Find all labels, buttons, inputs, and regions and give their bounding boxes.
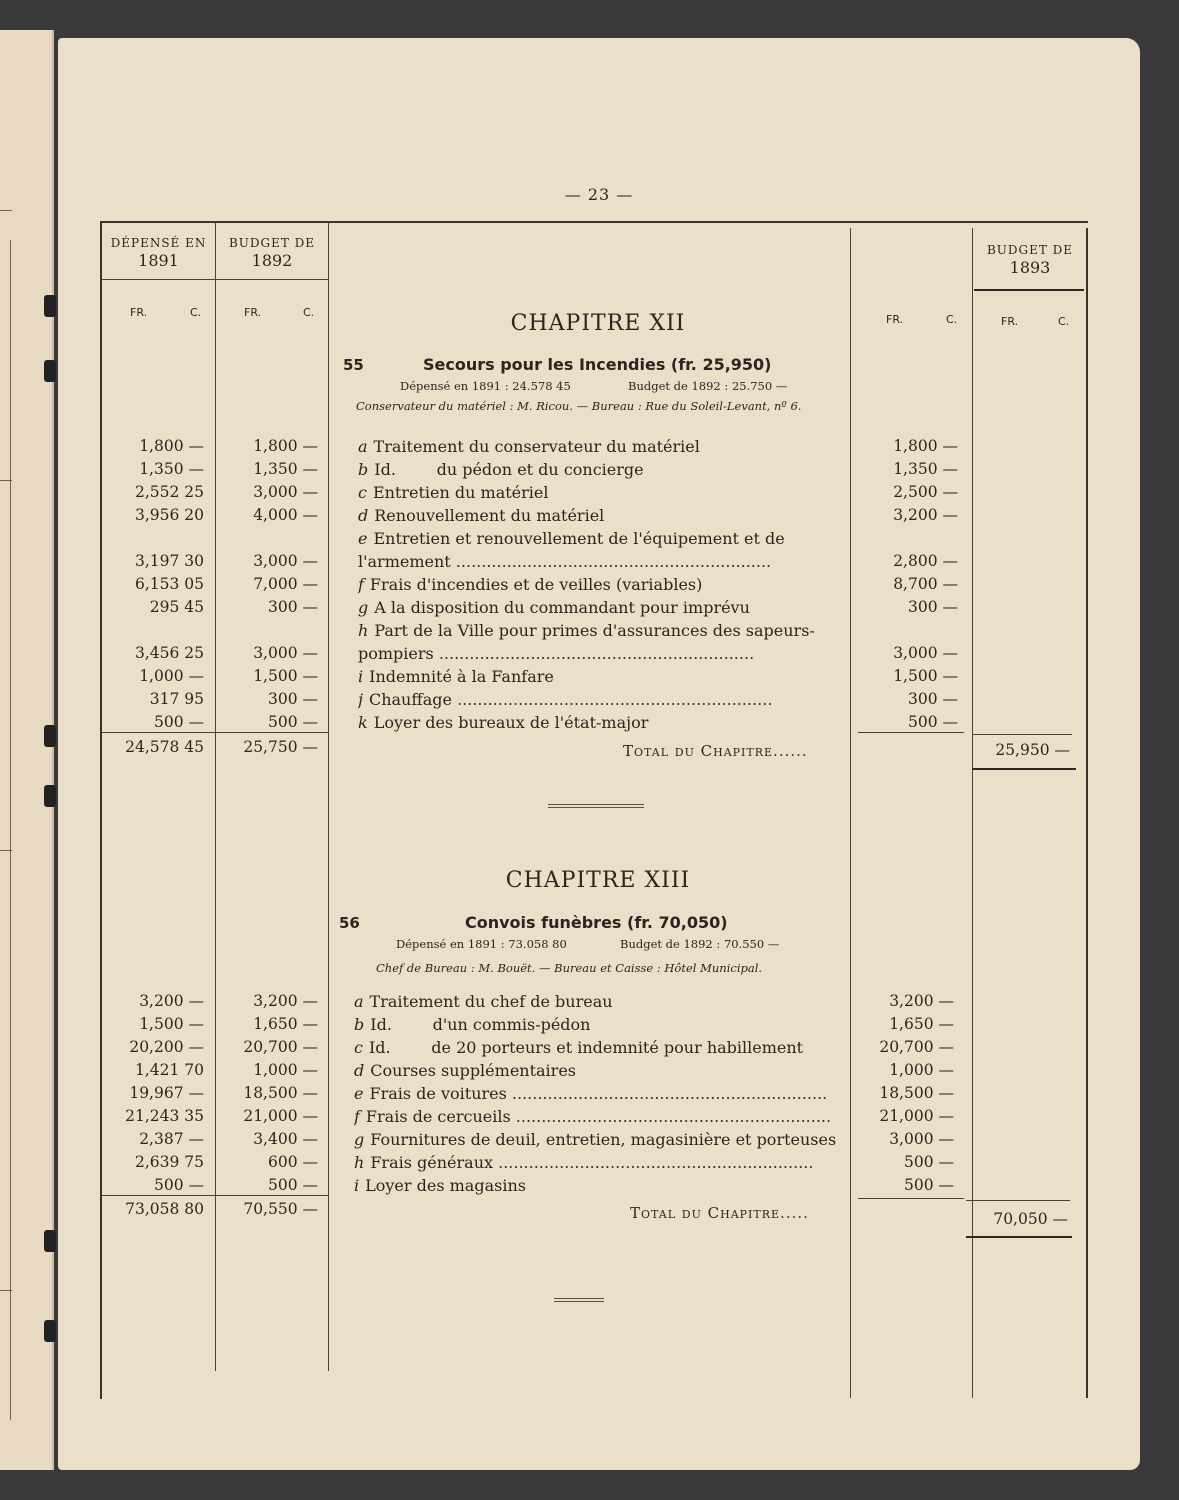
amount-spent-1891: 20,200 — [129,1038,204,1056]
leader-dots: .............................................................. [451,690,773,709]
line-item-letter: b [354,1015,365,1034]
amount-spent-1891: 3,456 25 [134,644,204,662]
amount-spent-1891: 2,639 75 [134,1153,204,1171]
header-year: 1893 [1009,258,1051,277]
ledger-page [58,38,1140,1470]
line-item-letter: d [358,506,369,525]
line-item-letter: e [354,1084,364,1103]
line-item-letter: h [358,621,369,640]
currency-fr: FR. [130,306,148,319]
amount-spent-1891: 1,500 — [139,1015,204,1033]
total-label-text: Total du Chapitre [623,742,774,760]
line-item-letter: j [358,690,363,709]
line-item-description [354,1082,840,1105]
amount-budget-1893: 1,800 — [893,437,958,455]
line-item-text: Loyer des magasins [365,1176,526,1195]
line-item-text: Frais de voitures [369,1084,507,1103]
leader-dots: .............................................................. [510,1107,832,1126]
amount-budget-1893: 2,800 — [893,552,958,570]
article-title: Convois funèbres (fr. 70,050) [465,913,728,932]
line-item-letter: a [354,992,364,1011]
line-item-letter: i [354,1176,360,1195]
amount-budget-1893: 8,700 — [893,575,958,593]
line-item-letter: a [358,437,368,456]
total-1891: 73,058 80 [125,1200,204,1218]
header-budget-1893 [974,241,1086,277]
total-label-text: Total du Chapitre [630,1204,781,1222]
amount-budget-1892: 7,000 — [253,575,318,593]
line-item-text: Traitement du conservateur du matériel [373,437,700,456]
leader-dots: .............................................................. [450,552,772,571]
amount-budget-1893: 500 — [903,1153,954,1171]
line-item-description [358,573,846,596]
line-item-text: Chauffage [368,690,452,709]
line-item-text: Traitement du chef de bureau [369,992,613,1011]
line-item-description [358,435,846,458]
amount-budget-1892: 1,800 — [253,437,318,455]
line-item-text: Id. d'un commis-pédon [370,1015,591,1034]
line-item-description [358,481,846,504]
amount-budget-1893: 21,000 — [879,1107,954,1125]
amount-budget-1893: 300 — [907,598,958,616]
amount-spent-1891: 1,421 70 [134,1061,204,1079]
leader-dots: .............................................................. [506,1084,828,1103]
amount-budget-1892: 1,500 — [253,667,318,685]
amount-budget-1893: 1,650 — [889,1015,954,1033]
amount-budget-1892: 300 — [267,690,318,708]
staff-line: Chef de Bureau : M. Bouët. — Bureau et Caisse : Hôtel Municipal. [376,961,763,975]
amount-budget-1892: 20,700 — [243,1038,318,1056]
line-item-letter: g [354,1130,365,1149]
leader-dots: .............................................................. [433,644,755,663]
amount-spent-1891: 1,000 — [139,667,204,685]
amount-spent-1891: 6,153 05 [134,575,204,593]
amount-budget-1893: 3,200 — [889,992,954,1010]
line-item-text: Frais d'incendies et de veilles (variables) [369,575,703,594]
line-item-description [358,665,846,688]
amount-spent-1891: 317 95 [149,690,204,708]
amount-spent-1891: 1,800 — [139,437,204,455]
header-year: 1892 [251,251,293,270]
line-item-letter: i [358,667,364,686]
line-item-text: Indemnité à la Fanfare [369,667,554,686]
line-item-letter: g [358,598,369,617]
amount-budget-1893: 300 — [907,690,958,708]
currency-fr: FR. [244,306,262,319]
amount-budget-1892: 18,500 — [243,1084,318,1102]
amount-budget-1892: 3,200 — [253,992,318,1010]
amount-budget-1892: 3,400 — [253,1130,318,1148]
amount-budget-1892: 500 — [267,1176,318,1194]
line-item-letter: c [358,483,367,502]
total-label: Total du Chapitre..... [630,1204,809,1222]
currency-fr: FR. [1001,315,1019,328]
line-item-description [358,458,846,481]
total-1892: 25,750 — [243,738,318,756]
line-item-description [358,596,846,619]
amount-budget-1893: 18,500 — [879,1084,954,1102]
amount-spent-1891: 2,387 — [139,1130,204,1148]
line-item-text: Part de la Ville pour primes d'assurances des sapeurs-pompiers [358,621,815,663]
amount-budget-1893: 3,200 — [893,506,958,524]
header-label: BUDGET DE [228,236,316,250]
line-item-description [354,990,840,1013]
header-budget-1892 [216,234,328,270]
total-1893: 70,050 — [993,1210,1068,1228]
line-item-description [354,1036,840,1059]
article-number: 55 [343,356,364,374]
line-item-letter: h [354,1153,365,1172]
amount-budget-1892: 1,000 — [253,1061,318,1079]
line-item-letter: b [358,460,369,479]
line-item-description [358,688,846,711]
spent-line: Dépensé en 1891 : 24.578 45 [400,379,571,393]
line-item-text: Entretien du matériel [372,483,549,502]
line-item-text: Id. de 20 porteurs et indemnité pour habillement [368,1038,804,1057]
line-item-letter: d [354,1061,365,1080]
line-item-text: Courses supplémentaires [370,1061,576,1080]
line-item-letter: f [354,1107,360,1126]
amount-budget-1893: 20,700 — [879,1038,954,1056]
currency-c: C. [1058,315,1070,328]
article-number: 56 [339,914,360,932]
header-year: 1891 [138,251,179,270]
line-item-description [354,1105,840,1128]
header-spent-1891 [102,234,215,270]
header-label: BUDGET DE [986,243,1074,257]
amount-spent-1891: 295 45 [149,598,204,616]
line-item-text: Fournitures de deuil, entretien, magasinière et porteuses [370,1130,837,1149]
line-item-description [358,619,846,665]
amount-spent-1891: 500 — [153,713,204,731]
amount-budget-1892: 600 — [267,1153,318,1171]
total-1892: 70,550 — [243,1200,318,1218]
header-label: DÉPENSÉ EN [110,236,207,250]
amount-budget-1892: 300 — [267,598,318,616]
line-item-description [354,1151,840,1174]
amount-budget-1893: 3,000 — [893,644,958,662]
section-divider [548,804,644,808]
amount-budget-1893: 3,000 — [889,1130,954,1148]
amount-budget-1892: 3,000 — [253,552,318,570]
leader-dots: .............................................................. [493,1153,814,1172]
amount-spent-1891: 21,243 35 [125,1107,204,1125]
line-item-text: Renouvellement du matériel [374,506,605,525]
amount-spent-1891: 2,552 25 [134,483,204,501]
amount-budget-1892: 1,650 — [253,1015,318,1033]
amount-spent-1891: 500 — [153,1176,204,1194]
page-number: — 23 — [564,185,634,204]
line-item-description [354,1174,840,1197]
currency-c: C. [190,306,202,319]
amount-spent-1891: 1,350 — [139,460,204,478]
currency-c: C. [303,306,315,319]
staff-line: Conservateur du matériel : M. Ricou. — Bureau : Rue du Soleil-Levant, nº 6. [356,399,802,413]
amount-budget-1893: 1,350 — [893,460,958,478]
line-item-description [354,1128,840,1151]
budget-line: Budget de 1892 : 25.750 — [628,379,788,393]
amount-budget-1893: 1,500 — [893,667,958,685]
amount-budget-1893: 1,000 — [889,1061,954,1079]
line-item-text: Frais généraux [370,1153,494,1172]
section-divider [554,1298,604,1302]
amount-spent-1891: 19,967 — [129,1084,204,1102]
line-item-text: Entretien et renouvellement de l'équipement et de l'armement [358,529,790,571]
amount-budget-1893: 2,500 — [893,483,958,501]
line-item-text: Loyer des bureaux de l'état-major [373,713,649,732]
chapter-title: CHAPITRE XIII [505,868,691,893]
line-item-description [358,504,846,527]
currency-fr: FR. [886,313,904,326]
line-item-letter: c [354,1038,363,1057]
amount-budget-1893: 500 — [903,1176,954,1194]
amount-spent-1891: 3,200 — [139,992,204,1010]
line-item-text: Id. du pédon et du concierge [374,460,644,479]
line-item-description [354,1059,840,1082]
amount-budget-1893: 500 — [907,713,958,731]
line-item-description [358,527,846,573]
line-item-letter: k [358,713,368,732]
total-label: Total du Chapitre...... [623,742,808,760]
line-item-text: A la disposition du commandant pour imprévu [374,598,750,617]
amount-budget-1892: 4,000 — [253,506,318,524]
previous-page-edge [0,30,54,1470]
amount-budget-1892: 1,350 — [253,460,318,478]
line-item-letter: e [358,529,368,548]
currency-c: C. [946,313,958,326]
article-title: Secours pour les Incendies (fr. 25,950) [423,355,772,374]
amount-budget-1892: 3,000 — [253,483,318,501]
amount-spent-1891: 3,197 30 [134,552,204,570]
budget-line: Budget de 1892 : 70.550 — [620,937,780,951]
line-item-description [358,711,846,734]
line-item-text: Frais de cercueils [365,1107,511,1126]
amount-spent-1891: 3,956 20 [134,506,204,524]
chapter-title: CHAPITRE XII [510,311,686,336]
total-1891: 24,578 45 [125,738,204,756]
line-item-letter: f [358,575,364,594]
amount-budget-1892: 500 — [267,713,318,731]
spent-line: Dépensé en 1891 : 73.058 80 [396,937,567,951]
amount-budget-1892: 21,000 — [243,1107,318,1125]
total-1893: 25,950 — [995,741,1070,759]
line-item-description [354,1013,840,1036]
amount-budget-1892: 3,000 — [253,644,318,662]
